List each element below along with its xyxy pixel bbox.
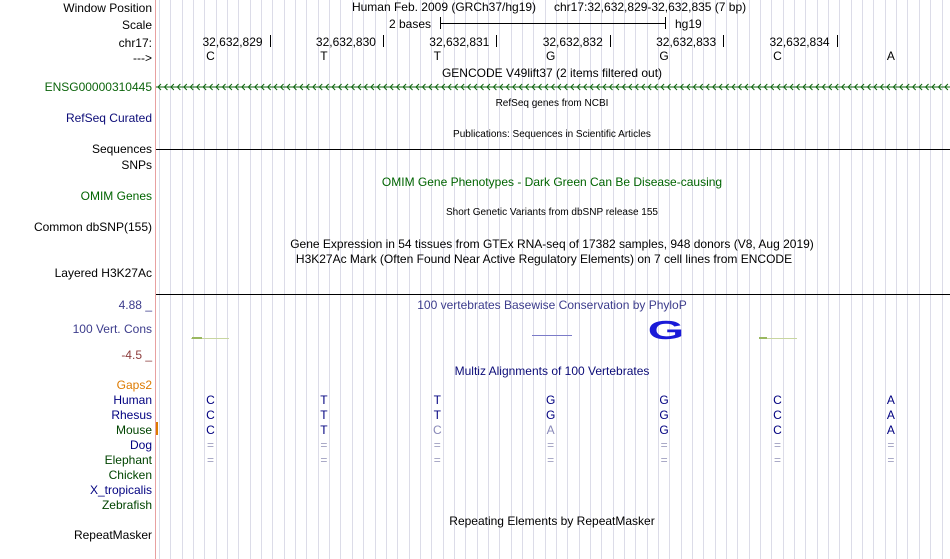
alignment-base: G: [659, 393, 669, 407]
alignment-base: C: [773, 393, 782, 407]
alignment-base: G: [546, 408, 556, 422]
phylop-signal-3b: [759, 337, 767, 339]
alignment-base: =: [547, 438, 555, 452]
species-label-chicken[interactable]: Chicken: [108, 468, 152, 482]
scale-label: Scale: [121, 18, 152, 32]
ruler-coordinate: 32,632,831: [429, 35, 490, 49]
gtex-track-title: Gene Expression in 54 tissues from GTEx RNA-seq of 17382 samples, 948 donors (V8, Aug 2019): [290, 237, 814, 251]
conservation-logo-g: G: [647, 315, 685, 345]
scale-bar: [440, 23, 666, 24]
ruler-coordinate: 32,632,829: [202, 35, 263, 49]
chrom-label: chr17:: [118, 36, 152, 50]
ruler-tick: [383, 35, 384, 47]
reference-base: G: [659, 49, 669, 63]
ruler-tick: [837, 35, 838, 47]
reference-base: G: [546, 49, 556, 63]
sequences-label[interactable]: Sequences: [91, 142, 152, 156]
ruler-coordinate: 32,632,833: [656, 35, 717, 49]
alignment-base: C: [206, 408, 215, 422]
species-label-zebrafish[interactable]: Zebrafish: [101, 498, 152, 512]
omim-genes-label[interactable]: OMIM Genes: [80, 189, 152, 203]
ruler-tick: [610, 35, 611, 47]
alignment-base: =: [433, 453, 441, 467]
alignment-base: C: [206, 423, 215, 437]
alignment-base: =: [206, 453, 215, 467]
species-label-rhesus[interactable]: Rhesus: [111, 408, 152, 422]
species-label-human[interactable]: Human: [113, 393, 152, 407]
window-position-label: Window Position: [63, 1, 152, 15]
strand-arrow-label: --->: [133, 51, 152, 65]
phylop-track-title: 100 vertebrates Basewise Conservation by PhyloP: [417, 298, 687, 312]
alignment-base: =: [887, 453, 895, 467]
repeatmasker-label[interactable]: RepeatMasker: [73, 528, 152, 542]
alignment-base: A: [886, 408, 895, 422]
layered-h3k27ac-label[interactable]: Layered H3K27Ac: [54, 266, 152, 280]
vert-cons-label[interactable]: 100 Vert. Cons: [72, 322, 152, 336]
ensg-label[interactable]: ENSG00000310445: [44, 80, 152, 94]
alignment-base: C: [206, 393, 215, 407]
species-label-dog[interactable]: Dog: [129, 438, 152, 452]
ruler-coordinate: 32,632,834: [769, 35, 830, 49]
publications-track-title: Publications: Sequences in Scientific Articles: [453, 129, 651, 140]
alignment-base: =: [887, 438, 895, 452]
alignment-base: C: [773, 408, 782, 422]
alignment-base: =: [320, 438, 328, 452]
snps-label[interactable]: SNPs: [121, 158, 152, 172]
genomic-position: chr17:32,632,829-32,632,835 (7 bp): [554, 0, 747, 14]
ruler-tick: [270, 35, 271, 47]
alignment-base: =: [320, 453, 328, 467]
alignment-base: A: [886, 393, 895, 407]
common-dbsnp-label[interactable]: Common dbSNP(155): [33, 220, 152, 234]
phylop-min-value: -4.5 _: [121, 348, 152, 362]
alignment-base: A: [546, 423, 555, 437]
alignment-base: =: [206, 438, 215, 452]
alignment-base: =: [660, 453, 668, 467]
ruler-coordinate: 32,632,832: [542, 35, 603, 49]
alignment-base: =: [547, 453, 555, 467]
alignment-base: T: [320, 408, 328, 422]
alignment-base: =: [433, 438, 441, 452]
alignment-base: G: [546, 393, 556, 407]
alignment-base: T: [433, 393, 441, 407]
gaps2-label[interactable]: Gaps2: [116, 378, 152, 392]
scale-bar-db: hg19: [675, 17, 702, 31]
ruler-tick: [496, 35, 497, 47]
alignment-base: C: [432, 423, 442, 437]
alignment-base: =: [660, 438, 668, 452]
phylop-signal-2: [532, 335, 572, 336]
phylop-signal-1b: [192, 337, 202, 339]
alignment-base: T: [320, 423, 328, 437]
ruler-tick: [723, 35, 724, 47]
scale-bar-right-end: [665, 17, 666, 29]
dbsnp-track-title: Short Genetic Variants from dbSNP release 155: [446, 207, 658, 218]
gene-strand-arrows: [156, 81, 950, 93]
reference-base: T: [433, 49, 441, 63]
track-image-area[interactable]: [156, 0, 950, 559]
h3k27ac-baseline: [156, 294, 950, 295]
scale-bar-left-end: [440, 17, 441, 29]
alignment-base: =: [773, 453, 782, 467]
species-label-x_tropicalis[interactable]: X_tropicalis: [89, 483, 152, 497]
alignment-base: G: [659, 408, 669, 422]
alignment-base: G: [659, 423, 669, 437]
phylop-max-value: 4.88 _: [118, 298, 152, 312]
track-label-panel: [0, 0, 155, 559]
ensg-gene-feature[interactable]: [156, 81, 950, 93]
scale-bar-label: 2 bases: [389, 17, 432, 31]
refseq-curated-label[interactable]: RefSeq Curated: [65, 111, 152, 125]
alignment-base: =: [773, 438, 782, 452]
gencode-track-title: GENCODE V49lift37 (2 items filtered out): [441, 66, 663, 80]
refseq-track-title: RefSeq genes from NCBI: [495, 98, 609, 109]
reference-base: C: [206, 49, 215, 63]
repeatmasker-track-title: Repeating Elements by RepeatMasker: [449, 514, 655, 528]
alignment-base: C: [773, 423, 782, 437]
species-label-elephant[interactable]: Elephant: [104, 453, 152, 467]
assembly-title: Human Feb. 2009 (GRCh37/hg19): [351, 0, 537, 14]
reference-base: C: [773, 49, 782, 63]
alignment-base: T: [320, 393, 328, 407]
mouse-insertion-mark: [156, 422, 158, 435]
multiz-track-title: Multiz Alignments of 100 Vertebrates: [454, 364, 650, 378]
ruler-coordinate: 32,632,830: [315, 35, 376, 49]
species-label-mouse[interactable]: Mouse: [115, 423, 152, 437]
omim-track-title: OMIM Gene Phenotypes - Dark Green Can Be Disease-causing: [381, 175, 723, 189]
reference-base: T: [320, 49, 328, 63]
sequences-track-line: [156, 149, 950, 150]
alignment-base: A: [886, 423, 895, 437]
reference-base: A: [886, 49, 895, 63]
h3k27ac-track-title: H3K27Ac Mark (Often Found Near Active Regulatory Elements) on 7 cell lines from ENCODE: [295, 252, 793, 266]
alignment-base: T: [433, 408, 441, 422]
